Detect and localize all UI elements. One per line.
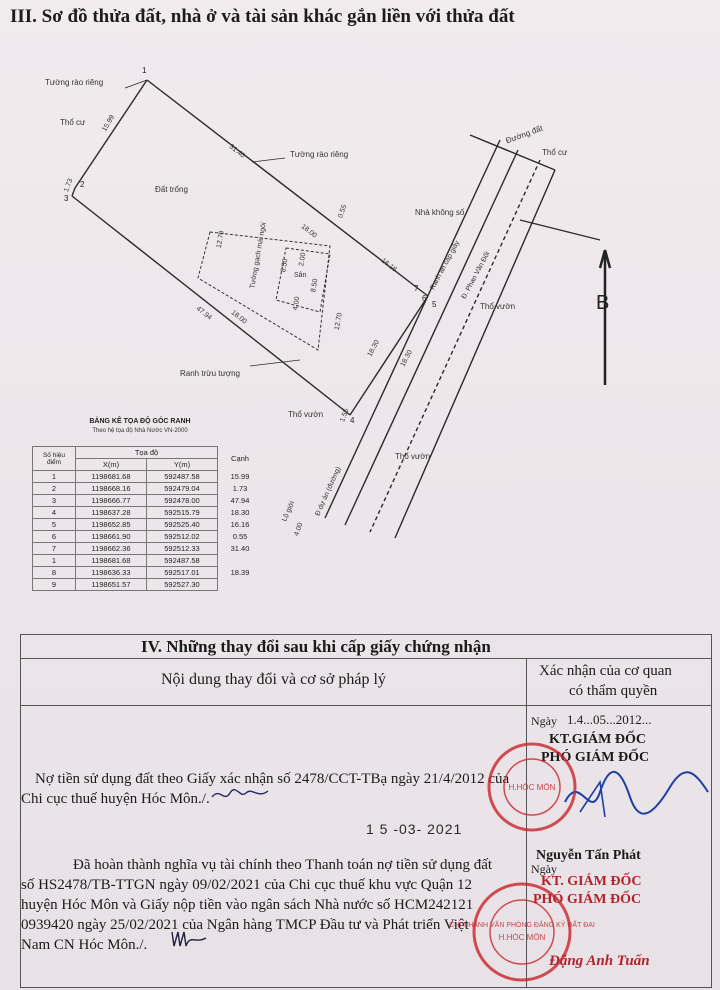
dim-label: 47.94 bbox=[194, 305, 213, 322]
table-row bbox=[33, 495, 263, 507]
entry2-line2: số HS2478/TB-TTGN ngày 09/02/2021 của Chi cục thuế khu vực Quận 12 bbox=[21, 877, 472, 893]
label-tuong-rao-2: Tường rào riêng bbox=[290, 150, 349, 159]
table-row bbox=[33, 579, 263, 591]
cell-y: 592512.33 bbox=[147, 543, 218, 555]
cell-x: 1198637.28 bbox=[76, 507, 147, 519]
dim-label: 18.00 bbox=[229, 309, 248, 326]
cell-y: 592512.02 bbox=[147, 531, 218, 543]
col-edge: Cạnh bbox=[231, 454, 249, 463]
cell-x: 1198681.68 bbox=[76, 555, 147, 567]
label-tho-cu-left: Thổ cư bbox=[60, 118, 86, 127]
cell-point: 5 bbox=[33, 519, 76, 531]
cell-y: 592479.04 bbox=[147, 483, 218, 495]
col-confirm-header-2: có thẩm quyền bbox=[569, 683, 658, 699]
table-row bbox=[33, 471, 263, 483]
cell-x: 1198668.16 bbox=[76, 483, 147, 495]
official-seal-1 bbox=[485, 740, 580, 835]
cell-edge: 16.16 bbox=[230, 520, 250, 529]
dim-label: 12.70 bbox=[215, 230, 226, 249]
coord-table-title: BẢNG KÊ TỌA ĐỘ GÓC RANH bbox=[89, 418, 191, 425]
coord-table bbox=[32, 446, 262, 591]
point-label: 5 bbox=[432, 300, 437, 309]
coord-table-subtitle: Theo hệ tọa độ Nhà Nước VN-2000 bbox=[92, 428, 188, 434]
stamp-text-1: CHI NHÁNH VĂN PHÒNG ĐĂNG KÝ ĐẤT ĐAI bbox=[449, 922, 595, 929]
cell-edge: 0.55 bbox=[232, 532, 248, 541]
cell-x: 1198636.33 bbox=[76, 567, 147, 579]
cell-point: 1 bbox=[33, 471, 76, 483]
label-duong-dat: Đường đất bbox=[504, 123, 544, 146]
entry1-line1: Nợ tiền sử dụng đất theo Giấy xác nhận số 2478/CCT-TBạ ngày 21/4/2012 của bbox=[35, 771, 510, 787]
col-y: Y(m) bbox=[147, 459, 218, 471]
cell-edge: 1.73 bbox=[232, 484, 248, 493]
cell-x: 1198651.57 bbox=[76, 579, 147, 591]
svg-text:H.HÓC MÔN: H.HÓC MÔN bbox=[508, 783, 556, 792]
dim-label: 8.50 bbox=[310, 278, 320, 293]
sign2-title-a: KT. GIÁM ĐỐC bbox=[541, 874, 642, 889]
cell-point: 7 bbox=[33, 543, 76, 555]
cell-x: 1198666.77 bbox=[76, 495, 147, 507]
label-tho-vuon-left: Thổ vườn bbox=[288, 410, 324, 419]
dim-label: 31.40 bbox=[227, 143, 246, 160]
label-ranh-an: Ranh an cấp giấy bbox=[429, 239, 462, 292]
col-x: X(m) bbox=[76, 459, 147, 471]
dim-label: 18.30 bbox=[399, 349, 414, 368]
cell-y: 592527.30 bbox=[147, 579, 218, 591]
label-tho-vuon-bottom: Thổ vườn bbox=[395, 452, 431, 461]
cell-point: 9 bbox=[33, 579, 76, 591]
cell-y: 592515.79 bbox=[147, 507, 218, 519]
dim-label: 18.30 bbox=[366, 339, 381, 358]
label-san: Sân bbox=[294, 272, 307, 279]
cell-y: 592487.58 bbox=[147, 471, 218, 483]
cell-edge: 15.99 bbox=[230, 472, 250, 481]
dim-label: 18.00 bbox=[299, 223, 318, 240]
sign1-title-b: PHÓ GIÁM ĐỐC bbox=[541, 750, 650, 765]
cell-x: 1198662.36 bbox=[76, 543, 147, 555]
table-row bbox=[33, 531, 263, 543]
stamp-text-2: H.HÓC MÔN bbox=[498, 933, 546, 942]
cell-edge bbox=[218, 555, 263, 567]
entry2-line3: huyện Hóc Môn và Giấy nộp tiền vào ngân sách Nhà nước số HCM242121 bbox=[21, 897, 474, 913]
entry1-line2: Chi cục thuế huyện Hóc Môn./. bbox=[21, 791, 210, 807]
signature-1 bbox=[210, 785, 270, 805]
label-dien-tich: Đ dự án (đường) bbox=[314, 465, 343, 518]
dim-label: 15.99 bbox=[101, 114, 117, 133]
col-confirm-header-1: Xác nhận của cơ quan bbox=[539, 663, 672, 679]
cell-point: 1 bbox=[33, 555, 76, 567]
cell-point: 8 bbox=[33, 567, 76, 579]
label-nha-khong-so: Nhà không số bbox=[415, 208, 465, 217]
cell-y: 592525.40 bbox=[147, 519, 218, 531]
section4-title: IV. Những thay đổi sau khi cấp giấy chứng nhận bbox=[21, 635, 711, 659]
col-coord: Tọa độ bbox=[76, 447, 218, 459]
land-plot-diagram bbox=[0, 40, 720, 420]
cell-edge: 18.39 bbox=[230, 568, 250, 577]
cell-x: 1198661.90 bbox=[76, 531, 147, 543]
col-content-header: Nội dung thay đổi và cơ sở pháp lý bbox=[161, 671, 386, 688]
sign2-title-b: PHÓ GIÁM ĐỐC bbox=[533, 892, 642, 907]
entry2-line5: Nam CN Hóc Môn./. bbox=[21, 937, 148, 953]
table-row bbox=[33, 567, 263, 579]
point-label: 4 bbox=[350, 416, 355, 425]
point-label: 3 bbox=[64, 194, 69, 203]
cell-point: 6 bbox=[33, 531, 76, 543]
label-building: Tường gạch mái ngói bbox=[249, 221, 268, 290]
cell-y: 592487.58 bbox=[147, 555, 218, 567]
point-label: 7 bbox=[414, 284, 419, 293]
entry2-line1: Đã hoàn thành nghĩa vụ tài chính theo Thanh toán nợ tiền sử dụng đất bbox=[73, 857, 493, 873]
table-row bbox=[33, 555, 263, 567]
dim-label: 0.55 bbox=[337, 203, 349, 220]
point-label: 6 bbox=[422, 294, 427, 303]
dim-label: 1.73 bbox=[63, 177, 75, 194]
table-row bbox=[33, 519, 263, 531]
received-date-stamp: 1 5 -03- 2021 bbox=[366, 821, 463, 837]
cell-edge bbox=[218, 579, 263, 591]
dim-label: 1.55 bbox=[339, 407, 351, 424]
label-tho-vuon-right: Thổ vườn bbox=[480, 302, 516, 311]
signer1-name: Nguyễn Tấn Phát bbox=[536, 848, 641, 863]
dim-label: 4.00 bbox=[292, 296, 302, 311]
signer2-name: Đặng Anh Tuấn bbox=[549, 953, 650, 969]
cell-y: 592517.01 bbox=[147, 567, 218, 579]
cell-x: 1198681.68 bbox=[76, 471, 147, 483]
cell-edge: 47.94 bbox=[230, 496, 250, 505]
label-tuong-rao-1: Tường rào riêng bbox=[45, 78, 104, 87]
point-label: 2 bbox=[80, 180, 85, 189]
sign1-title-a: KT.GIÁM ĐỐC bbox=[549, 732, 646, 747]
cell-point: 4 bbox=[33, 507, 76, 519]
label-dat-trong: Đất trống bbox=[155, 185, 188, 194]
table-row bbox=[33, 543, 263, 555]
cell-x: 1198652.85 bbox=[76, 519, 147, 531]
label-tho-cu-right: Thổ cư bbox=[542, 148, 568, 157]
dim-label: 2.00 bbox=[298, 252, 308, 267]
cell-point: 3 bbox=[33, 495, 76, 507]
dim-label: 16.16 bbox=[379, 257, 398, 274]
signature-2 bbox=[170, 928, 210, 948]
cell-point: 2 bbox=[33, 483, 76, 495]
col-point: Số hiệu điểm bbox=[33, 447, 76, 471]
cell-y: 592478.00 bbox=[147, 495, 218, 507]
section3-title: III. Sơ đồ thửa đất, nhà ở và tài sản khác gắn liền với thửa đất bbox=[10, 6, 515, 27]
label-ranh-tru-tuong: Ranh trừu tượng bbox=[180, 369, 240, 378]
signature-3 bbox=[560, 762, 710, 832]
cell-edge: 18.30 bbox=[230, 508, 250, 517]
table-row bbox=[33, 483, 263, 495]
header-divider bbox=[21, 705, 711, 706]
dim-label: 4.00 bbox=[293, 521, 305, 538]
date1-label: Ngày bbox=[531, 714, 557, 728]
cell-edge: 31.40 bbox=[230, 544, 250, 553]
date1-value: 1.4...05...2012... bbox=[567, 712, 652, 727]
label-street: Đ. Phan Văn Đối bbox=[460, 250, 492, 301]
date2-label: Ngày bbox=[531, 862, 557, 876]
dim-label: 8.50 bbox=[280, 258, 290, 273]
north-label: B bbox=[596, 292, 610, 314]
point-label: 1 bbox=[142, 66, 147, 75]
label-lo-gioi: Lộ giới bbox=[281, 500, 297, 523]
table-row bbox=[33, 507, 263, 519]
dim-label: 12.70 bbox=[333, 312, 344, 331]
entry2-line4: 0939420 ngày 25/02/2021 của Ngân hàng TMCP Đầu tư và Phát triển Việt bbox=[21, 917, 469, 933]
